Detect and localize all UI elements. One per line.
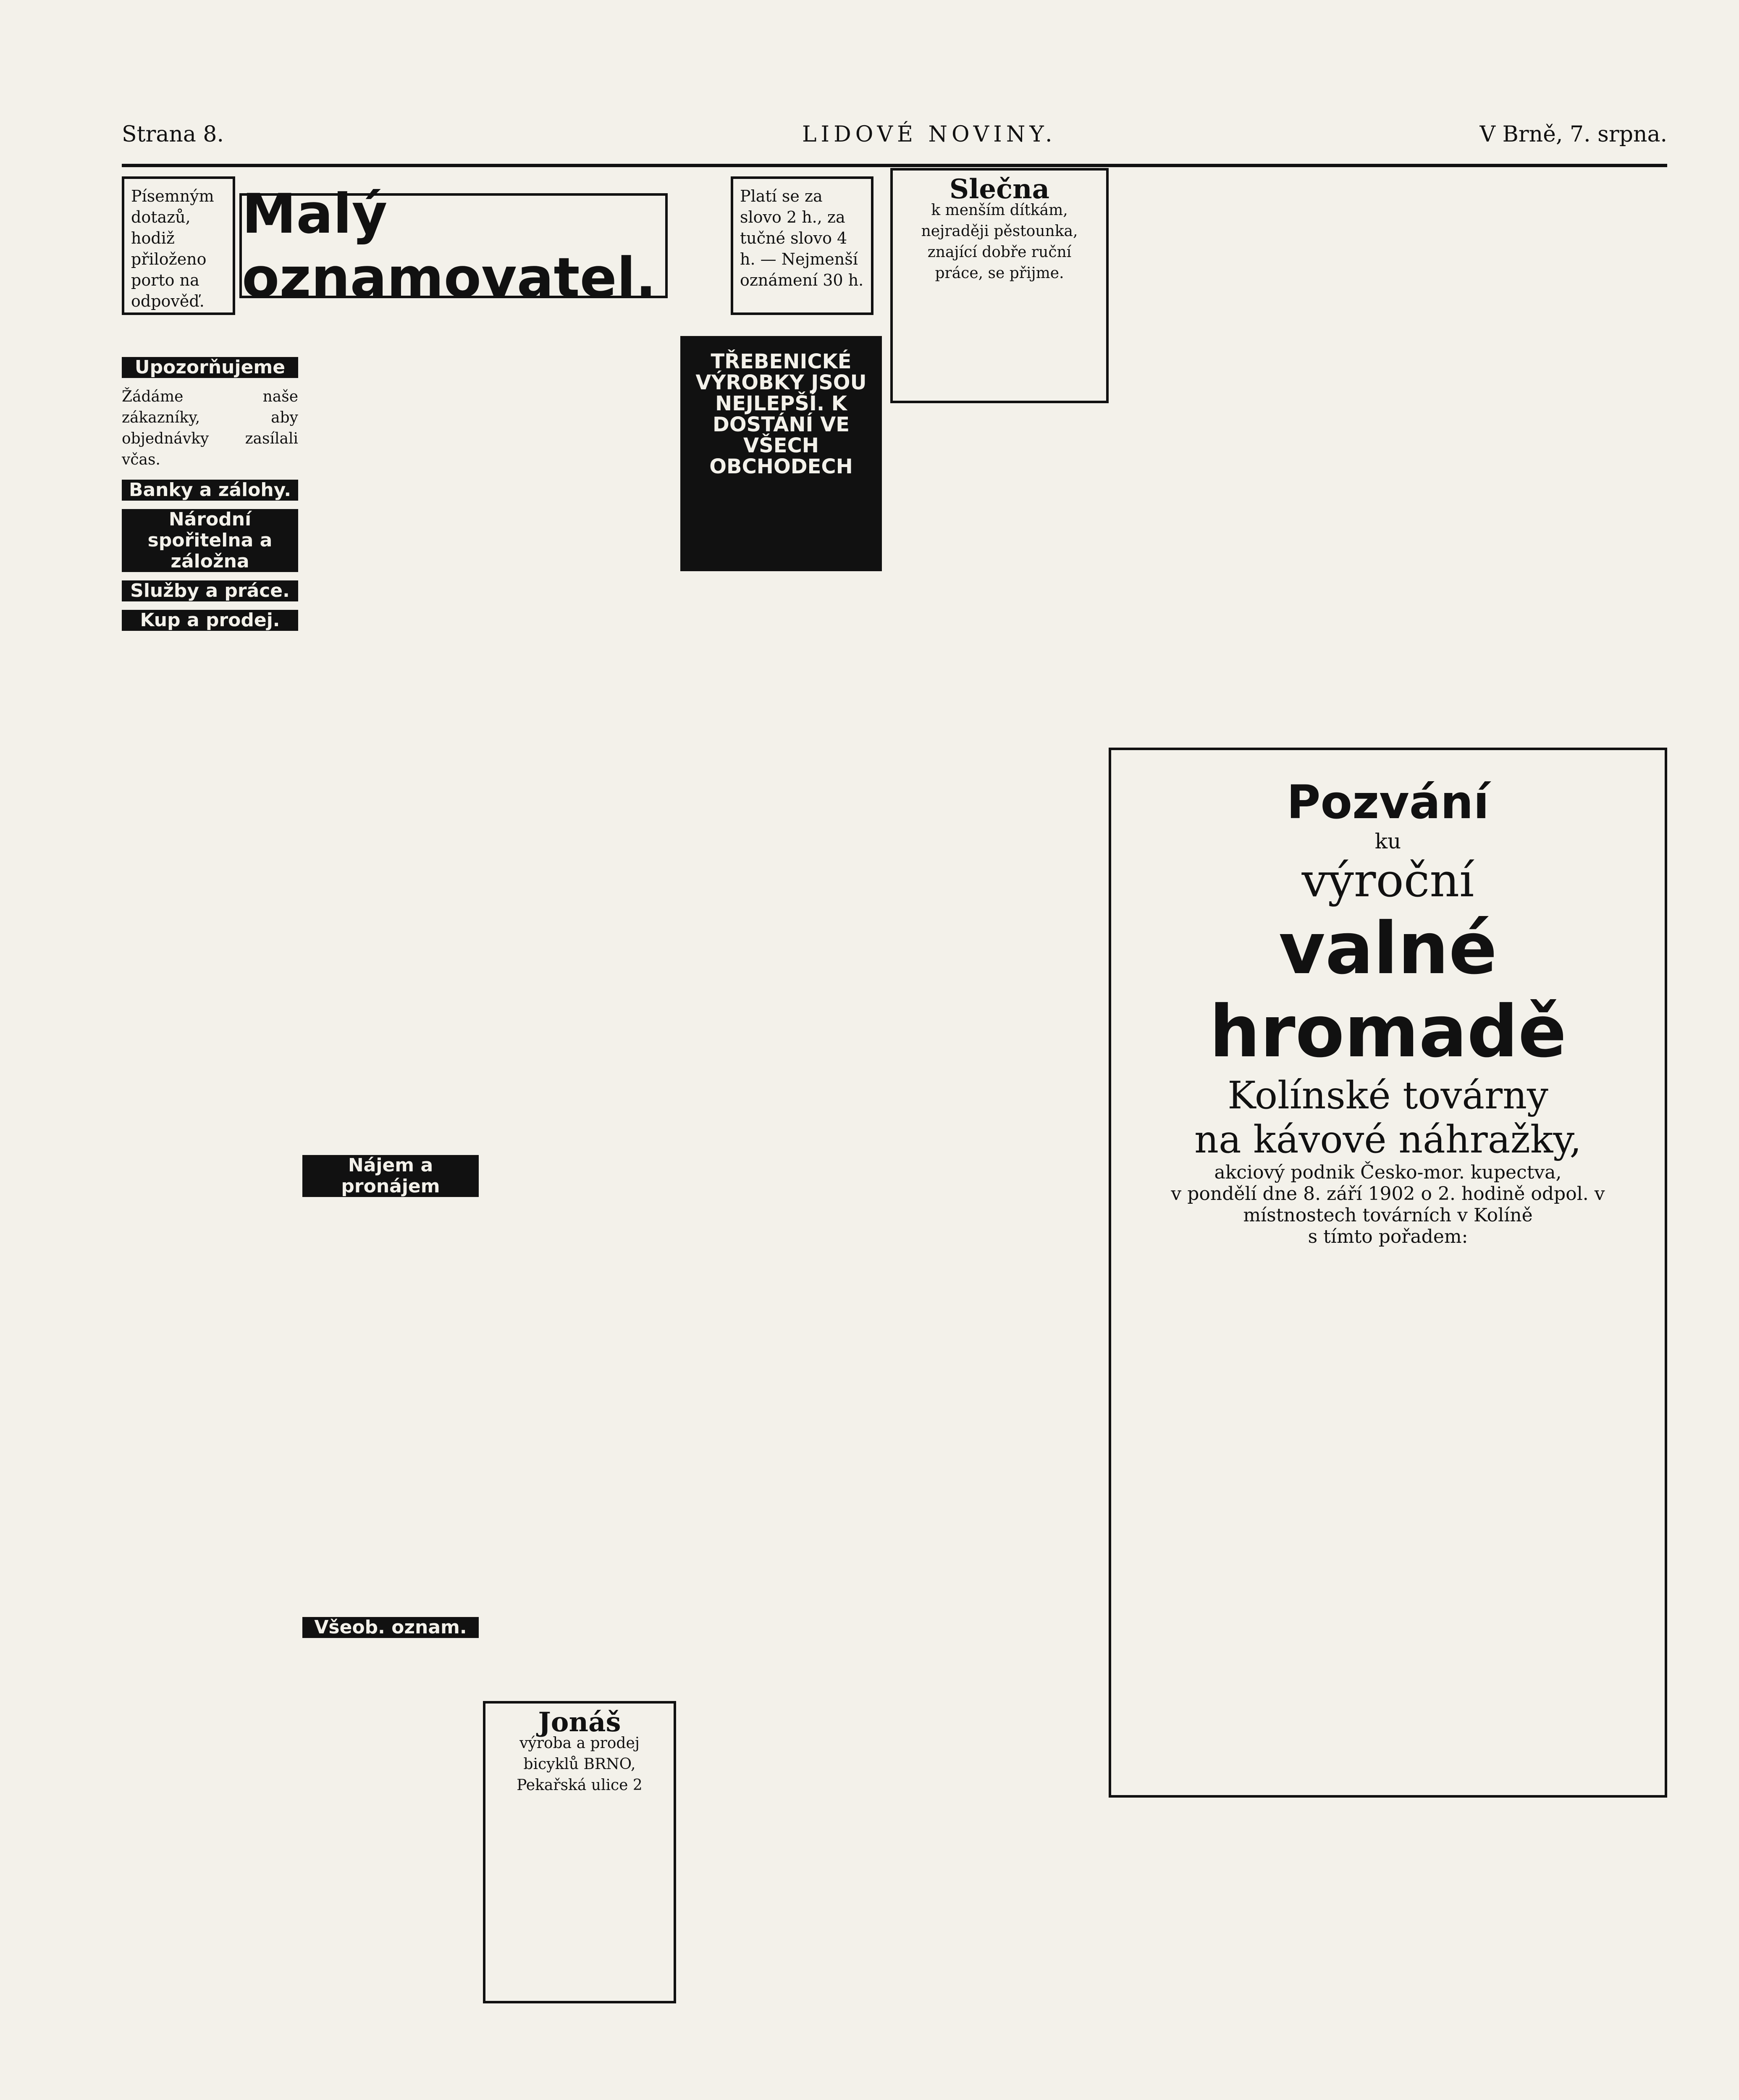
jonas-title: Jonáš: [538, 1706, 621, 1738]
valne-hromade: valné hromadě: [1209, 907, 1567, 1074]
note-box: [122, 176, 235, 315]
trebicke-text: TŘEBENICKÉ VÝROBKY JSOU NEJLEPŠÍ. K DOSTÁNÍ VE VŠECH OBCHODECH: [695, 350, 867, 478]
na-kavove: na kávové náhražky,: [1194, 1118, 1582, 1162]
section-sluzby: Služby a práce.: [122, 580, 298, 601]
ku-word: ku: [1374, 829, 1401, 853]
pozvani-title: Pozvání: [1286, 775, 1490, 829]
page-number: Strana 8.: [122, 122, 224, 147]
slecna-text: k menším dítkám, nejraději pěstounka, znající dobře ruční práce, se přijme.: [921, 202, 1078, 282]
slecna-ad: [890, 168, 1109, 403]
akciovy: akciový podnik Česko-mor. kupectva,: [1214, 1162, 1562, 1183]
note-text: Písemným dotazů, hodiž přiloženo porto na odpověď.: [131, 187, 214, 310]
column-third: [483, 357, 676, 2100]
malý-oznamovatel-title: [239, 182, 668, 310]
column-second: [302, 357, 479, 2100]
left-ad-1: Žádáme naše zákazníky, aby objednávky zasílali včas.: [122, 388, 298, 468]
section-narodni: Národní spořitelna a záložna: [122, 509, 298, 572]
header-rule: [122, 164, 1667, 167]
newspaper-name: LIDOVÉ NOVINY.: [802, 122, 1057, 147]
date-line: V Brně, 7. srpna.: [1479, 122, 1667, 147]
section-upozornujeme: Upozorňujeme: [122, 357, 298, 378]
kolinske-tovarny: Kolínské továrny: [1228, 1074, 1548, 1118]
section-kup: Kup a prodej.: [122, 610, 298, 631]
slecna-title: Slečna: [949, 173, 1050, 205]
column-left: [122, 357, 298, 2100]
pozvani-ad: [1109, 748, 1667, 1798]
price-note-box: [731, 176, 873, 315]
jonas-text: výroba a prodej bicyklů BRNO, Pekařská ulice 2: [517, 1735, 643, 1794]
price-note: Platí se za slovo 2 h., za tučné slovo 4 h. — Nejmenší oznámení 30 h.: [740, 187, 864, 289]
section-najem: Nájem a pronájem: [302, 1155, 479, 1197]
trebicke-ad: [680, 336, 882, 571]
column-fourth: [680, 336, 882, 2100]
section-banky: Banky a zálohy.: [122, 480, 298, 501]
jonas-ad: [483, 1701, 676, 2003]
column-fifth: [890, 168, 1109, 2100]
section-vseob: Všeob. oznam.: [302, 1617, 479, 1638]
v-pondeli: v pondělí dne 8. září 1902 o 2. hodině odpol. v místnostech továrních v Kolíně: [1171, 1183, 1605, 1226]
page-header: [122, 122, 1667, 155]
vyrocni-word: výroční: [1301, 853, 1474, 907]
page-title: Malý oznamovatel.: [242, 182, 656, 310]
stimto: s tímto pořadem:: [1308, 1226, 1468, 1247]
